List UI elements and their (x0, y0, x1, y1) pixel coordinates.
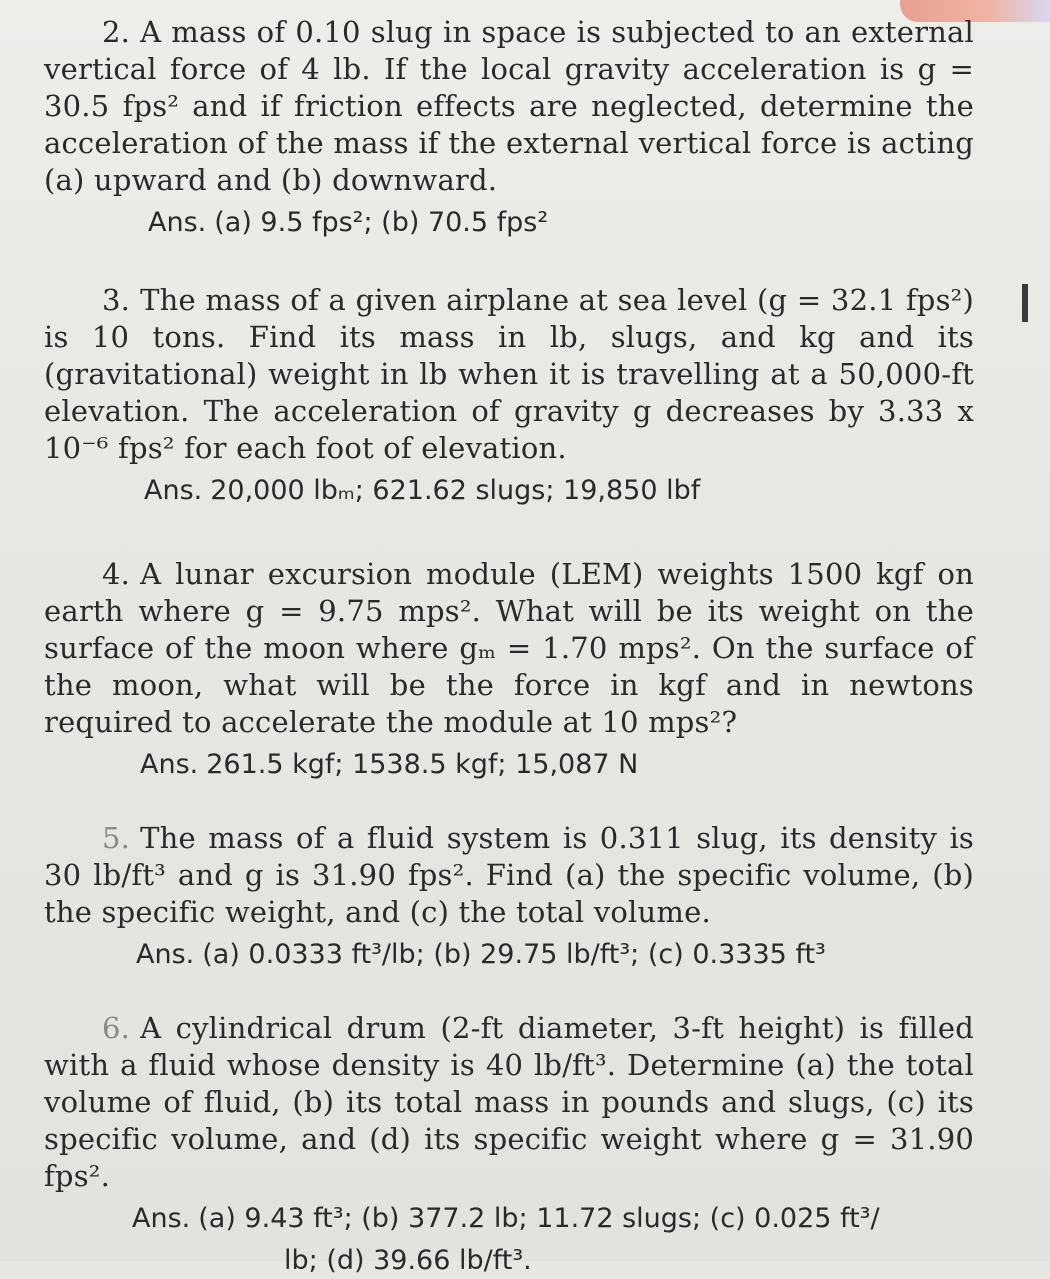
text-cursor-mark (1022, 284, 1028, 322)
problem-4-answer (44, 747, 974, 783)
problem-2-number: 2. (102, 15, 131, 49)
answer-label: Ans. (140, 749, 199, 780)
answer-label: Ans. (136, 939, 195, 970)
answer-label: Ans. (132, 1203, 191, 1234)
answer-label: Ans. (144, 475, 203, 506)
answer-label: Ans. (148, 207, 207, 238)
problem-2-answer-text: (a) 9.5 fps²; (b) 70.5 fps² (214, 207, 549, 238)
problem-3 (44, 282, 974, 509)
problem-6-text (44, 1010, 974, 1195)
problem-6-body: A cylindrical drum (2-ft diameter, 3-ft height) is filled with a fluid whose density is 40 lb/ft³. Determine (a) the total volume of fluid, (b) its total mass in pounds and slugs, (c) its specific volume, and (d) its specific weight where g = 31.90 fps². (44, 1011, 974, 1193)
problem-6-answer-continuation: lb; (d) 39.66 lb/ft³. (284, 1245, 532, 1276)
problem-6-number: 6. (102, 1011, 131, 1045)
problem-2-body: A mass of 0.10 slug in space is subjected to an external vertical force of 4 lb. If the local gravity acceleration is g = 30.5 fps² and if friction effects are neglected, determine the acceleration of the mass if the external vertical force is acting (a) upward and (b) downward. (44, 15, 974, 197)
problem-5-answer-text: (a) 0.0333 ft³/lb; (b) 29.75 lb/ft³; (c) 0.3335 ft³ (202, 939, 826, 970)
problem-3-answer-text: 20,000 lbₘ; 621.62 slugs; 19,850 lbf (210, 475, 701, 506)
problem-4-number: 4. (102, 557, 131, 591)
problem-4-body: A lunar excursion module (LEM) weights 1500 kgf on earth where g = 9.75 mps². What will be its weight on the surface of the moon where gₘ = 1.70 mps². On the surface of the moon, what will be the force in kgf and in newtons required to accelerate the module at 10 mps²? (44, 557, 974, 739)
problem-4 (44, 556, 974, 783)
problem-2-answer (44, 205, 974, 241)
problem-3-number: 3. (102, 283, 131, 317)
problem-5-answer (44, 937, 974, 973)
problem-6-answer-text: (a) 9.43 ft³; (b) 377.2 lb; 11.72 slugs; (c) 0.025 ft³/ (198, 1203, 880, 1234)
problem-5 (44, 820, 974, 973)
problem-2 (44, 14, 974, 241)
problem-4-text (44, 556, 974, 741)
problem-3-body: The mass of a given airplane at sea level (g = 32.1 fps²) is 10 tons. Find its mass in lb, slugs, and kg and its (gravitational) weight in lb when it is travelling at a 50,000-ft elevation. The acceleration of gravity g decreases by 3.33 x 10⁻⁶ fps² for each foot of elevation. (44, 283, 974, 465)
problem-3-answer (44, 473, 974, 509)
problem-5-text (44, 820, 974, 931)
problem-5-body: The mass of a fluid system is 0.311 slug, its density is 30 lb/ft³ and g is 31.90 fps². Find (a) the specific volume, (b) the specific weight, and (c) the total volume. (44, 821, 974, 929)
problem-2-text (44, 14, 974, 199)
problem-5-number: 5. (102, 821, 131, 855)
problem-3-text (44, 282, 974, 467)
problem-6-answer (44, 1201, 974, 1237)
problem-6 (44, 1010, 974, 1279)
problem-4-answer-text: 261.5 kgf; 1538.5 kgf; 15,087 N (206, 749, 639, 780)
